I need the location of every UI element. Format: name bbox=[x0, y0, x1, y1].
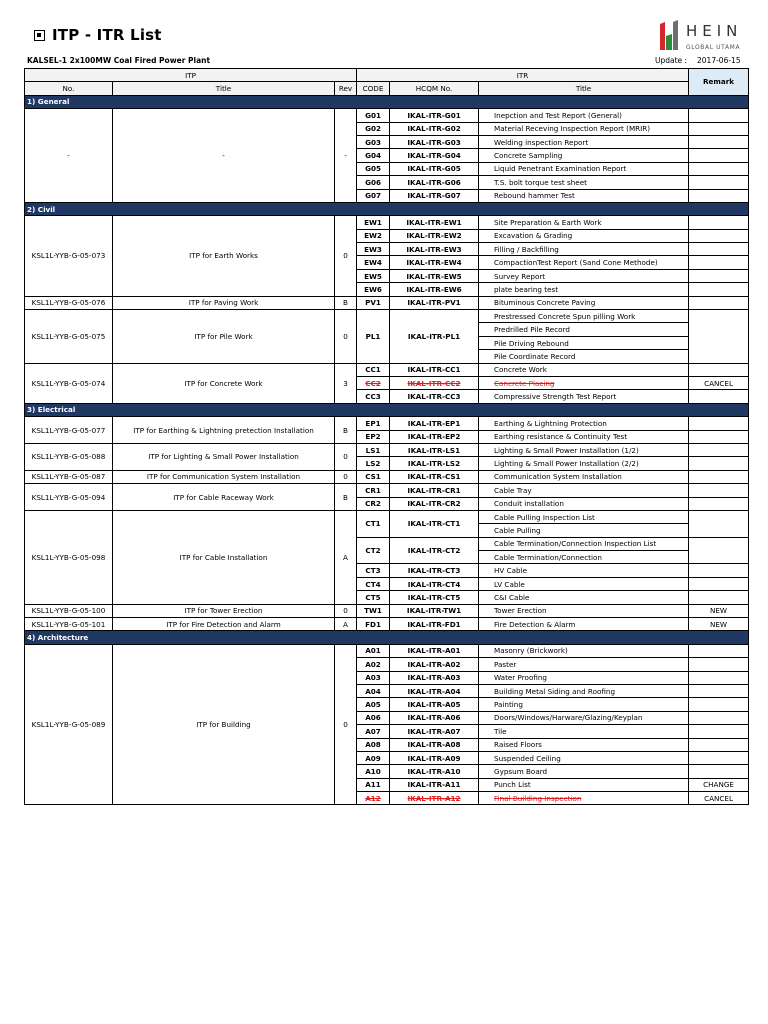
itr-hcqm-no: IKAL-ITR-A06 bbox=[390, 711, 479, 724]
table-row bbox=[25, 604, 749, 617]
itp-itr-table bbox=[24, 68, 749, 805]
itr-remark bbox=[689, 363, 749, 376]
itr-code: A10 bbox=[357, 765, 390, 778]
itr-title: Welding inspection Report bbox=[479, 135, 689, 148]
table-row bbox=[25, 109, 749, 122]
itr-code: EP1 bbox=[357, 417, 390, 430]
itr-remark: CANCEL bbox=[689, 792, 749, 805]
col-header-code: CODE bbox=[357, 82, 390, 95]
itr-remark bbox=[689, 296, 749, 309]
itp-title: ITP for Pile Work bbox=[113, 310, 335, 364]
itr-remark bbox=[689, 149, 749, 162]
itr-code: CT4 bbox=[357, 577, 390, 590]
itp-no: KSL1L-YYB-G-05-073 bbox=[25, 216, 113, 296]
itr-code: A05 bbox=[357, 698, 390, 711]
itr-remark bbox=[689, 765, 749, 778]
itr-remark bbox=[689, 430, 749, 443]
itr-title: Bituminous Concrete Paving bbox=[479, 296, 689, 309]
itr-title: Survey Report bbox=[479, 269, 689, 282]
itr-remark: NEW bbox=[689, 618, 749, 631]
section-label: 2) Civil bbox=[25, 202, 749, 215]
itr-remark bbox=[689, 470, 749, 483]
logo-name: HEIN bbox=[686, 22, 743, 40]
itr-remark: NEW bbox=[689, 604, 749, 617]
col-header-no: No. bbox=[25, 82, 113, 95]
itr-hcqm-no: IKAL-ITR-EW1 bbox=[390, 216, 479, 229]
itr-hcqm-no: IKAL-ITR-A07 bbox=[390, 725, 479, 738]
itr-hcqm-no: IKAL-ITR-CT3 bbox=[390, 564, 479, 577]
itr-title: Liquid Penetrant Examination Report bbox=[479, 162, 689, 175]
itr-hcqm-no: IKAL-ITR-A03 bbox=[390, 671, 479, 684]
itr-code: A07 bbox=[357, 725, 390, 738]
itr-title: C&I Cable bbox=[479, 591, 689, 604]
itr-code: CT5 bbox=[357, 591, 390, 604]
itr-title: Earthing resistance & Continuity Test bbox=[479, 430, 689, 443]
itr-title: Lighting & Small Power Installation (1/2) bbox=[479, 443, 689, 456]
itr-title: HV Cable bbox=[479, 564, 689, 577]
itr-code: A11 bbox=[357, 778, 390, 791]
itr-title: Tile bbox=[479, 725, 689, 738]
itr-remark bbox=[689, 122, 749, 135]
itr-code: G05 bbox=[357, 162, 390, 175]
itp-rev: 0 bbox=[335, 310, 357, 364]
itr-code: A04 bbox=[357, 684, 390, 697]
itr-code: CC2 bbox=[357, 376, 390, 389]
itr-hcqm-no: IKAL-ITR-A02 bbox=[390, 658, 479, 671]
itr-remark: CHANGE bbox=[689, 778, 749, 791]
itp-no: KSL1L-YYB-G-05-089 bbox=[25, 644, 113, 805]
itp-no: KSL1L-YYB-G-05-094 bbox=[25, 484, 113, 511]
itp-title: ITP for Fire Detection and Alarm bbox=[113, 618, 335, 631]
itr-remark bbox=[689, 443, 749, 456]
itr-remark bbox=[689, 577, 749, 590]
itr-title: Doors/Windows/Harware/Glazing/Keyplan bbox=[479, 711, 689, 724]
itr-remark bbox=[689, 591, 749, 604]
itr-hcqm-no: IKAL-ITR-G01 bbox=[390, 109, 479, 122]
table-row bbox=[25, 618, 749, 631]
itr-remark bbox=[689, 711, 749, 724]
section-label: 1) General bbox=[25, 95, 749, 108]
itr-title: Earthing & Lightning Protection bbox=[479, 417, 689, 430]
title-row bbox=[34, 26, 162, 44]
itp-no: KSL1L-YYB-G-05-074 bbox=[25, 363, 113, 403]
itp-rev: 0 bbox=[335, 216, 357, 296]
itp-no: KSL1L-YYB-G-05-075 bbox=[25, 310, 113, 364]
page-title: ITP - ITR List bbox=[52, 26, 162, 44]
itp-title: ITP for Cable Installation bbox=[113, 510, 335, 604]
itr-title: Fire Detection & Alarm bbox=[479, 618, 689, 631]
itp-rev: B bbox=[335, 296, 357, 309]
itr-title: Filling / Backfilling bbox=[479, 243, 689, 256]
table-row bbox=[25, 470, 749, 483]
itr-title: Cable Termination/Connection Inspection List bbox=[479, 537, 689, 550]
itr-code: EW3 bbox=[357, 243, 390, 256]
itr-code: LS1 bbox=[357, 443, 390, 456]
itr-hcqm-no: IKAL-ITR-A05 bbox=[390, 698, 479, 711]
itr-code: CC1 bbox=[357, 363, 390, 376]
itr-hcqm-no: IKAL-ITR-CC3 bbox=[390, 390, 479, 403]
itr-remark bbox=[689, 484, 749, 497]
itr-code: G03 bbox=[357, 135, 390, 148]
itr-title: Rebound hammer Test bbox=[479, 189, 689, 202]
itp-rev: B bbox=[335, 484, 357, 511]
itr-code: A01 bbox=[357, 644, 390, 657]
itr-hcqm-no: IKAL-ITR-EW4 bbox=[390, 256, 479, 269]
col-header-hcqm: HCQM No. bbox=[390, 82, 479, 95]
itr-title: Tower Erection bbox=[479, 604, 689, 617]
logo-subtitle: GLOBAL UTAMA bbox=[686, 44, 741, 51]
itr-title: Pile Coordinate Record bbox=[479, 350, 689, 363]
section-row bbox=[25, 631, 749, 644]
itr-hcqm-no: IKAL-ITR-G05 bbox=[390, 162, 479, 175]
itr-code: EW1 bbox=[357, 216, 390, 229]
section-label: 3) Electrical bbox=[25, 403, 749, 416]
itr-remark bbox=[689, 644, 749, 657]
itr-code: G01 bbox=[357, 109, 390, 122]
update-label: Update : bbox=[655, 56, 688, 65]
section-row bbox=[25, 202, 749, 215]
itr-hcqm-no: IKAL-ITR-CT1 bbox=[390, 510, 479, 537]
itr-remark bbox=[689, 684, 749, 697]
itp-rev: - bbox=[335, 109, 357, 203]
itr-remark bbox=[689, 162, 749, 175]
itr-remark bbox=[689, 109, 749, 122]
itp-rev: 0 bbox=[335, 470, 357, 483]
itp-title: - bbox=[113, 109, 335, 203]
itr-hcqm-no: IKAL-ITR-G04 bbox=[390, 149, 479, 162]
itr-code: G04 bbox=[357, 149, 390, 162]
table-row bbox=[25, 216, 749, 229]
table-row bbox=[25, 310, 749, 323]
itr-hcqm-no: IKAL-ITR-CT5 bbox=[390, 591, 479, 604]
itr-hcqm-no: IKAL-ITR-CR1 bbox=[390, 484, 479, 497]
itr-hcqm-no: IKAL-ITR-LS2 bbox=[390, 457, 479, 470]
itr-remark bbox=[689, 564, 749, 577]
itp-no: - bbox=[25, 109, 113, 203]
itp-rev: 3 bbox=[335, 363, 357, 403]
itr-title: Compressive Strength Test Report bbox=[479, 390, 689, 403]
itr-remark bbox=[689, 176, 749, 189]
itr-hcqm-no: IKAL-ITR-CR2 bbox=[390, 497, 479, 510]
itr-title: Water Proofing bbox=[479, 671, 689, 684]
itr-title: LV Cable bbox=[479, 577, 689, 590]
itr-hcqm-no: IKAL-ITR-A08 bbox=[390, 738, 479, 751]
itp-title: ITP for Earthing & Lightning pretection Installation bbox=[113, 417, 335, 444]
itr-title: CompactionTest Report (Sand Cone Methode) bbox=[479, 256, 689, 269]
itr-code: LS2 bbox=[357, 457, 390, 470]
itr-remark bbox=[689, 189, 749, 202]
itr-code: G06 bbox=[357, 176, 390, 189]
itp-title: ITP for Lighting & Small Power Installation bbox=[113, 443, 335, 470]
itr-title: Conduit installation bbox=[479, 497, 689, 510]
itr-code: EW6 bbox=[357, 283, 390, 296]
itr-remark bbox=[689, 671, 749, 684]
itr-hcqm-no: IKAL-ITR-PV1 bbox=[390, 296, 479, 309]
itp-no: KSL1L-YYB-G-05-087 bbox=[25, 470, 113, 483]
itr-remark bbox=[689, 751, 749, 764]
itr-title: Concrete Placing bbox=[479, 376, 689, 389]
itr-hcqm-no: IKAL-ITR-FD1 bbox=[390, 618, 479, 631]
itr-hcqm-no: IKAL-ITR-A10 bbox=[390, 765, 479, 778]
itr-remark bbox=[689, 725, 749, 738]
itr-title: Final Building Inspection bbox=[479, 792, 689, 805]
itr-title: Cable Termination/Connection bbox=[479, 551, 689, 564]
itr-hcqm-no: IKAL-ITR-CC1 bbox=[390, 363, 479, 376]
itr-remark bbox=[689, 216, 749, 229]
itr-title: Suspended Ceiling bbox=[479, 751, 689, 764]
itp-title: ITP for Building bbox=[113, 644, 335, 805]
itr-title: Predrilled Pile Record bbox=[479, 323, 689, 336]
itr-hcqm-no: IKAL-ITR-EW2 bbox=[390, 229, 479, 242]
itp-title: ITP for Earth Works bbox=[113, 216, 335, 296]
itr-code: TW1 bbox=[357, 604, 390, 617]
itp-rev: 0 bbox=[335, 443, 357, 470]
itr-hcqm-no: IKAL-ITR-EW3 bbox=[390, 243, 479, 256]
itr-code: EW2 bbox=[357, 229, 390, 242]
itr-hcqm-no: IKAL-ITR-LS1 bbox=[390, 443, 479, 456]
table-body bbox=[25, 95, 749, 805]
itr-remark bbox=[689, 698, 749, 711]
table-row bbox=[25, 417, 749, 430]
itr-hcqm-no: IKAL-ITR-EP2 bbox=[390, 430, 479, 443]
itr-hcqm-no: IKAL-ITR-A11 bbox=[390, 778, 479, 791]
itr-title: Excavation & Grading bbox=[479, 229, 689, 242]
itr-remark bbox=[689, 243, 749, 256]
itr-code: CT1 bbox=[357, 510, 390, 537]
itr-code: G07 bbox=[357, 189, 390, 202]
itr-code: A12 bbox=[357, 792, 390, 805]
itp-no: KSL1L-YYB-G-05-098 bbox=[25, 510, 113, 604]
itr-code: CR2 bbox=[357, 497, 390, 510]
table-row bbox=[25, 363, 749, 376]
itr-remark bbox=[689, 310, 749, 364]
itr-hcqm-no: IKAL-ITR-G02 bbox=[390, 122, 479, 135]
itr-remark bbox=[689, 417, 749, 430]
table-row bbox=[25, 443, 749, 456]
itr-code: PL1 bbox=[357, 310, 390, 364]
itr-remark bbox=[689, 283, 749, 296]
itr-code: A02 bbox=[357, 658, 390, 671]
itr-title: Pile Driving Rebound bbox=[479, 336, 689, 349]
col-header-rev: Rev bbox=[335, 82, 357, 95]
table-row bbox=[25, 644, 749, 657]
itr-code: A03 bbox=[357, 671, 390, 684]
itp-rev: B bbox=[335, 417, 357, 444]
itr-hcqm-no: IKAL-ITR-A04 bbox=[390, 684, 479, 697]
itr-remark bbox=[689, 390, 749, 403]
table-row bbox=[25, 484, 749, 497]
section-label: 4) Architecture bbox=[25, 631, 749, 644]
itr-hcqm-no: IKAL-ITR-CT2 bbox=[390, 537, 479, 564]
itr-code: FD1 bbox=[357, 618, 390, 631]
itr-code: CR1 bbox=[357, 484, 390, 497]
itr-remark bbox=[689, 738, 749, 751]
itr-hcqm-no: IKAL-ITR-EW5 bbox=[390, 269, 479, 282]
itr-remark bbox=[689, 135, 749, 148]
itr-title: Site Preparation & Earth Work bbox=[479, 216, 689, 229]
itp-title: ITP for Communication System Installation bbox=[113, 470, 335, 483]
itr-remark bbox=[689, 497, 749, 510]
itr-hcqm-no: IKAL-ITR-G06 bbox=[390, 176, 479, 189]
itr-title: Paster bbox=[479, 658, 689, 671]
update-info bbox=[655, 56, 741, 65]
itr-hcqm-no: IKAL-ITR-A09 bbox=[390, 751, 479, 764]
itp-title: ITP for Paving Work bbox=[113, 296, 335, 309]
col-header-itp-title: Title bbox=[113, 82, 335, 95]
company-logo bbox=[658, 20, 758, 54]
itr-remark bbox=[689, 457, 749, 470]
itr-code: A06 bbox=[357, 711, 390, 724]
itr-code: EP2 bbox=[357, 430, 390, 443]
itr-code: G02 bbox=[357, 122, 390, 135]
itr-remark bbox=[689, 510, 749, 537]
itr-remark bbox=[689, 658, 749, 671]
itr-remark bbox=[689, 269, 749, 282]
itp-no: KSL1L-YYB-G-05-100 bbox=[25, 604, 113, 617]
itr-hcqm-no: IKAL-ITR-G07 bbox=[390, 189, 479, 202]
itp-group-header: ITP bbox=[25, 69, 357, 82]
itr-hcqm-no: IKAL-ITR-CS1 bbox=[390, 470, 479, 483]
itr-title: Material Receving Inspection Report (MRIR) bbox=[479, 122, 689, 135]
itr-title: Building Metal Siding and Roofing bbox=[479, 684, 689, 697]
update-date: 2017-06-15 bbox=[697, 56, 741, 65]
itp-rev: 0 bbox=[335, 644, 357, 805]
itr-code: EW5 bbox=[357, 269, 390, 282]
itr-code: EW4 bbox=[357, 256, 390, 269]
itp-no: KSL1L-YYB-G-05-076 bbox=[25, 296, 113, 309]
itr-remark bbox=[689, 256, 749, 269]
itr-hcqm-no: IKAL-ITR-PL1 bbox=[390, 310, 479, 364]
itp-title: ITP for Tower Erection bbox=[113, 604, 335, 617]
itr-title: Inepction and Test Report (General) bbox=[479, 109, 689, 122]
itr-title: Punch List bbox=[479, 778, 689, 791]
itr-title: Gypsum Board bbox=[479, 765, 689, 778]
itr-title: Cable Pulling Inspection List bbox=[479, 510, 689, 523]
itr-title: Cable Tray bbox=[479, 484, 689, 497]
itr-hcqm-no: IKAL-ITR-A01 bbox=[390, 644, 479, 657]
itr-title: Masonry (Brickwork) bbox=[479, 644, 689, 657]
itp-rev: A bbox=[335, 510, 357, 604]
remark-header: Remark bbox=[689, 69, 749, 96]
itr-title: Communication System Installation bbox=[479, 470, 689, 483]
itr-code: CS1 bbox=[357, 470, 390, 483]
itr-title: Raised Floors bbox=[479, 738, 689, 751]
itr-hcqm-no: IKAL-ITR-EP1 bbox=[390, 417, 479, 430]
table-row bbox=[25, 296, 749, 309]
itr-code: PV1 bbox=[357, 296, 390, 309]
itr-title: Lighting & Small Power Installation (2/2) bbox=[479, 457, 689, 470]
itr-hcqm-no: IKAL-ITR-EW6 bbox=[390, 283, 479, 296]
itr-title: Cable Pulling bbox=[479, 524, 689, 537]
itr-title: Prestressed Concrete Spun pilling Work bbox=[479, 310, 689, 323]
itr-remark bbox=[689, 229, 749, 242]
itp-title: ITP for Concrete Work bbox=[113, 363, 335, 403]
itr-title: plate bearing test bbox=[479, 283, 689, 296]
itr-remark bbox=[689, 537, 749, 564]
itr-code: CT3 bbox=[357, 564, 390, 577]
itr-title: Concrete Sampling bbox=[479, 149, 689, 162]
document-header bbox=[0, 0, 768, 68]
project-name: KALSEL-1 2x100MW Coal Fired Power Plant bbox=[27, 56, 211, 65]
itp-rev: A bbox=[335, 618, 357, 631]
itr-title: Painting bbox=[479, 698, 689, 711]
itr-title: Concrete Work bbox=[479, 363, 689, 376]
checkbox-square-icon bbox=[34, 30, 45, 41]
itr-hcqm-no: IKAL-ITR-G03 bbox=[390, 135, 479, 148]
itr-title: T.S. bolt torque test sheet bbox=[479, 176, 689, 189]
col-header-itr-title: Title bbox=[479, 82, 689, 95]
itr-hcqm-no: IKAL-ITR-CT4 bbox=[390, 577, 479, 590]
itp-rev: 0 bbox=[335, 604, 357, 617]
itr-hcqm-no: IKAL-ITR-A12 bbox=[390, 792, 479, 805]
itp-no: KSL1L-YYB-G-05-088 bbox=[25, 443, 113, 470]
itr-code: CC3 bbox=[357, 390, 390, 403]
table-row bbox=[25, 510, 749, 523]
itp-no: KSL1L-YYB-G-05-077 bbox=[25, 417, 113, 444]
itr-code: CT2 bbox=[357, 537, 390, 564]
itp-no: KSL1L-YYB-G-05-101 bbox=[25, 618, 113, 631]
itr-remark: CANCEL bbox=[689, 376, 749, 389]
hein-logo-icon bbox=[658, 20, 680, 52]
itr-code: A09 bbox=[357, 751, 390, 764]
section-row bbox=[25, 403, 749, 416]
itr-code: A08 bbox=[357, 738, 390, 751]
itr-hcqm-no: IKAL-ITR-CC2 bbox=[390, 376, 479, 389]
itp-title: ITP for Cable Raceway Work bbox=[113, 484, 335, 511]
itr-group-header: ITR bbox=[357, 69, 689, 82]
itr-hcqm-no: IKAL-ITR-TW1 bbox=[390, 604, 479, 617]
section-row bbox=[25, 95, 749, 108]
